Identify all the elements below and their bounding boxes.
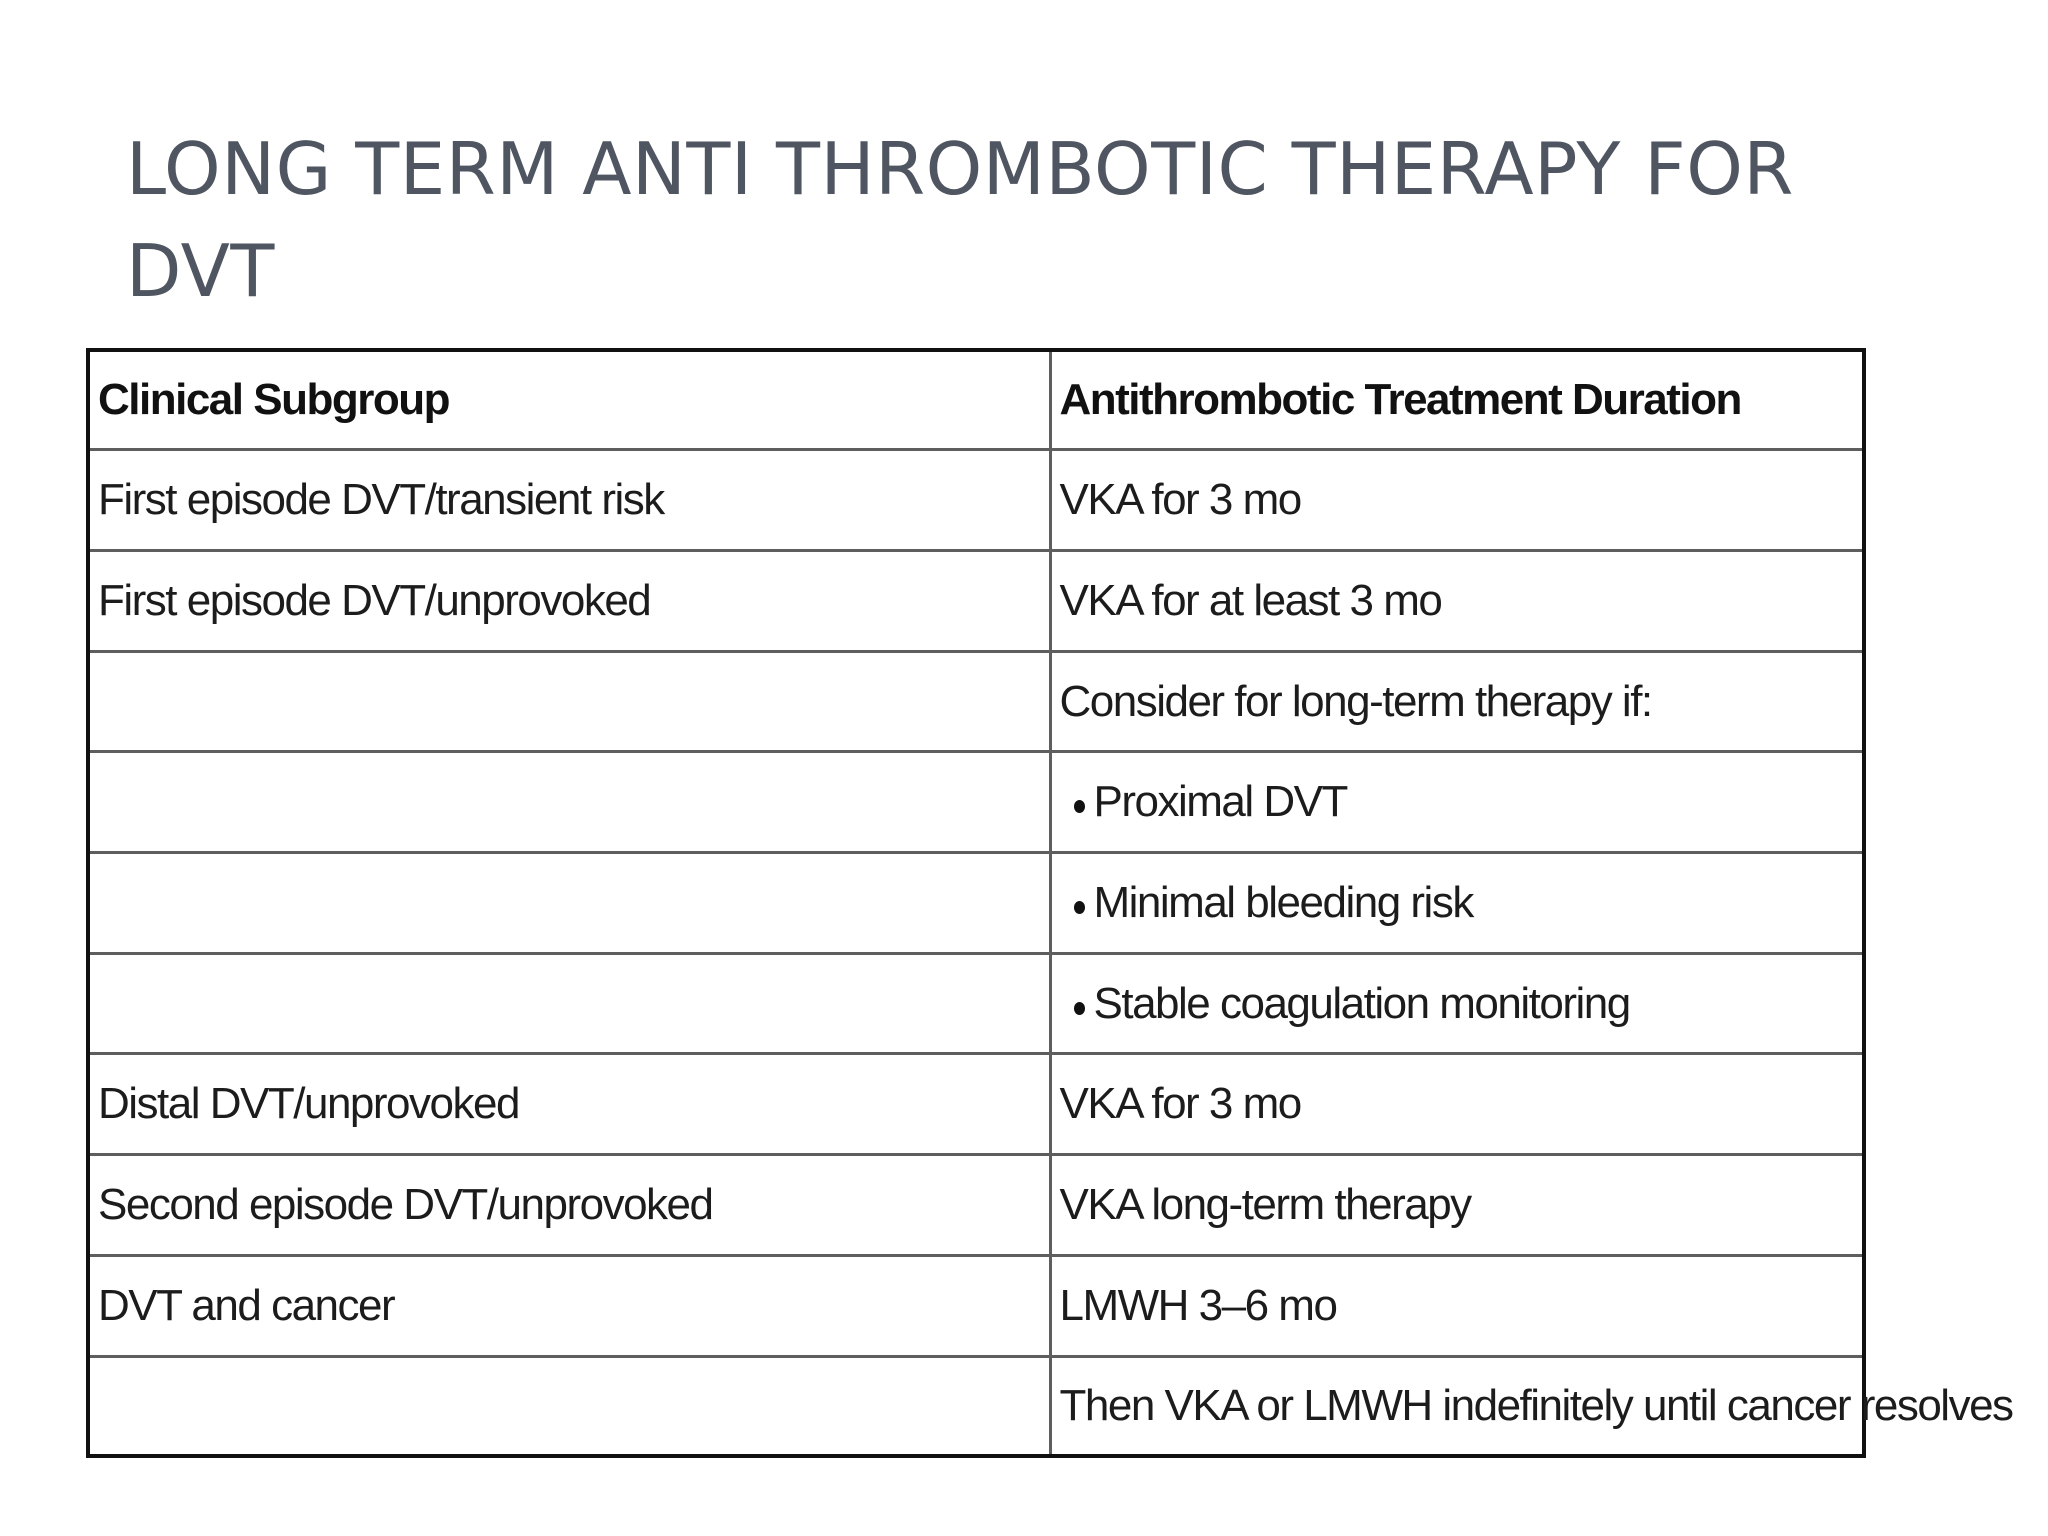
duration-bullet-text: Stable coagulation monitoring xyxy=(1093,978,1630,1028)
table-row xyxy=(90,853,1862,954)
table-header-row xyxy=(90,352,1862,450)
table-row xyxy=(90,1356,1862,1454)
slide-title-line-2: DVT xyxy=(126,229,275,313)
duration-bullet-cell xyxy=(1050,752,1862,853)
subgroup-cell xyxy=(90,1356,1050,1454)
header-treatment-duration: Antithrombotic Treatment Duration xyxy=(1050,352,1862,450)
table-row xyxy=(90,551,1862,652)
table-row xyxy=(90,1054,1862,1155)
duration-bullet-text: Proximal DVT xyxy=(1093,777,1347,827)
duration-cell: VKA for at least 3 mo xyxy=(1050,551,1862,652)
treatment-table-frame xyxy=(86,348,2013,1458)
bullet-icon xyxy=(1074,800,1085,813)
duration-cell: Consider for long-term therapy if: xyxy=(1050,651,1862,752)
duration-cell: VKA for 3 mo xyxy=(1050,450,1862,551)
table-row xyxy=(90,1255,1862,1356)
header-clinical-subgroup: Clinical Subgroup xyxy=(90,352,1050,450)
subgroup-cell: First episode DVT/unprovoked xyxy=(90,551,1050,652)
duration-bullet-text: Minimal bleeding risk xyxy=(1093,877,1473,927)
subgroup-cell: Distal DVT/unprovoked xyxy=(90,1054,1050,1155)
treatment-duration-table xyxy=(90,352,2013,1454)
duration-bullet-cell xyxy=(1050,853,1862,954)
bullet-icon xyxy=(1074,1002,1085,1015)
subgroup-cell xyxy=(90,953,1050,1054)
bullet-icon xyxy=(1074,901,1085,914)
subgroup-cell: First episode DVT/transient risk xyxy=(90,450,1050,551)
duration-cell: VKA for 3 mo xyxy=(1050,1054,1862,1155)
subgroup-cell: Second episode DVT/unprovoked xyxy=(90,1155,1050,1256)
subgroup-cell: DVT and cancer xyxy=(90,1255,1050,1356)
duration-cell: Then VKA or LMWH indefinitely until cancer resolves xyxy=(1050,1356,1862,1454)
table-row xyxy=(90,651,1862,752)
table-row xyxy=(90,450,1862,551)
subgroup-cell xyxy=(90,853,1050,954)
duration-cell: LMWH 3–6 mo xyxy=(1050,1255,1862,1356)
subgroup-cell xyxy=(90,752,1050,853)
table-row xyxy=(90,953,1862,1054)
duration-bullet-cell xyxy=(1050,953,1862,1054)
slide-title xyxy=(126,118,1826,322)
table-row xyxy=(90,1155,1862,1256)
slide-title-line-1: LONG TERM ANTI THROMBOTIC THERAPY FOR xyxy=(126,127,1794,211)
subgroup-cell xyxy=(90,651,1050,752)
duration-cell: VKA long-term therapy xyxy=(1050,1155,1862,1256)
table-row xyxy=(90,752,1862,853)
